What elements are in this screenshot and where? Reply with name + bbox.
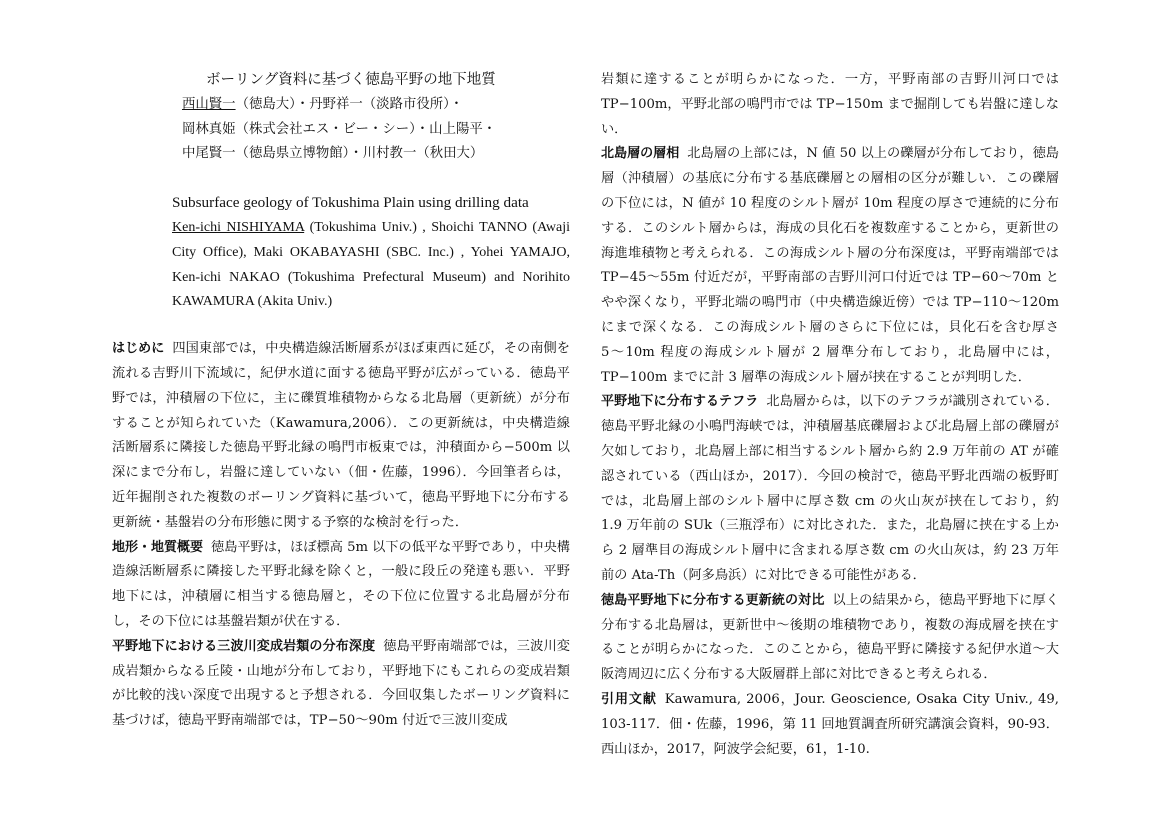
authors-jp-line-1-rest: （徳島大）・丹野祥一（淡路市役所）・ xyxy=(235,96,464,112)
japanese-title: ボーリング資料に基づく徳島平野の地下地質 xyxy=(206,72,496,88)
section-sanbagawa xyxy=(112,635,570,734)
japanese-authors-line-1 xyxy=(112,93,570,118)
english-title: Subsurface geology of Tokushima Plain using drilling data xyxy=(172,194,529,212)
left-body xyxy=(112,337,570,734)
english-header xyxy=(172,191,570,315)
heading-intro: はじめに xyxy=(112,341,165,357)
section-sanbagawa-continued xyxy=(601,68,1059,142)
heading-sanbagawa: 平野地下における三波川変成岩類の分布深度 xyxy=(112,638,376,654)
heading-topography: 地形・地質概要 xyxy=(112,539,204,555)
title-block xyxy=(112,68,570,167)
section-kitajima xyxy=(601,142,1059,390)
section-intro xyxy=(112,337,570,535)
heading-kitajima: 北島層の層相 xyxy=(601,146,680,162)
text-tephra: 北島層からは，以下のテフラが識別されている．徳島平野北縁の小鳴門海峡では，沖積層基底礫層および北島層上部の礫層が欠如しており，北島層上部に相当するシルト層から約 2.9 万年前の AT が確認されている（西山ほか，2017）．今回の検討で，徳島平野北西端の板野町では，北島層上部のシルト層中に厚さ数 cm の火山灰が挟在しており，約 1.9 万年前の SUk（三瓶浮布）に対比された．また，北島層に挟在する上から 2 層準目の海成シルト層中に含まれる厚さ数 cm の火山灰は，約 23 万年前の Ata-Th（阿多鳥浜）に対比できる可能性がある． xyxy=(601,394,1059,583)
text-references: Kawamura, 2006，Jour. Geoscience, Osaka City Univ., 49, 103-117．佃・佐藤，1996，第 11 回地質調査所研究講演会資料，90-93．西山ほか，2017，阿波学会紀要，61，1-10. xyxy=(601,691,1059,757)
left-column xyxy=(112,68,570,734)
right-column xyxy=(601,68,1059,762)
text-sanbagawa-right: 岩類に達することが明らかになった．一方，平野南部の吉野川河口では TP−100m，平野北部の鳴門市では TP−150m まで掘削しても岩盤に達しない． xyxy=(601,72,1059,137)
text-correlation: 以上の結果から，徳島平野地下に厚く分布する北島層は，更新世中〜後期の堆積物であり，複数の海成層を挟在することが明らかになった．このことから，徳島平野に隣接する紀伊水道〜大阪湾周辺に広く分布する大阪層群上部に対比できると考えられる． xyxy=(601,592,1059,683)
text-sanbagawa-left: 徳島平野南端部では，三波川変成岩類からなる丘陵・山地が分布しており，平野地下にもこれらの変成岩類が比較的浅い深度で出現すると予想される．今回収集したボーリング資料に基づけば，徳島平野南端部では，TP−50〜90m 付近で三波川変成 xyxy=(112,638,570,729)
heading-correlation: 徳島平野地下に分布する更新統の対比 xyxy=(601,592,825,608)
section-references xyxy=(601,688,1059,762)
heading-references: 引用文献 xyxy=(601,691,657,707)
japanese-authors-line-3: 中尾賢一（徳島県立博物館）・川村教一（秋田大） xyxy=(182,146,484,162)
japanese-authors-line-2: 岡林真姫（株式会社エス・ビー・シー）・山上陽平・ xyxy=(182,121,497,137)
text-topography: 徳島平野は，ほぼ標高 5m 以下の低平な平野であり，中央構造線活断層系に隣接した平野北縁を除くと，一般に段丘の発達も悪い．平野地下には，沖積層に相当する徳島層と，その下位に位置する北島層が分布し，その下位には基盤岩類が伏在する． xyxy=(112,539,570,629)
text-kitajima: 北島層の上部には，N 値 50 以上の礫層が分布しており，徳島層（沖積層）の基底に分布する基底礫層との層相の区分が難しい．この礫層の下位には，N 値が 10 程度のシルト層が 10m 程度の厚さで連続的に分布する．このシルト層からは，海成の貝化石を複数産することから，更新世の海進堆積物と考えられる．この海成シルト層の分布深度は，平野南端部では TP−45〜55m 付近だが，平野南部の吉野川河口付近では TP−60〜70m とやや深くなり，平野北端の鳴門市（中央構造線近傍）では TP−110〜120m にまで深くなる．この海成シルト層のさらに下位には，貝化石を含む厚さ 5〜10m 程度の海成シルト層が 2 層準分布しており，北島層中には，TP−100m までに計 3 層準の海成シルト層が挟在することが判明した． xyxy=(601,146,1059,385)
presenter-name-jp: 西山賢一 xyxy=(182,96,236,112)
presenter-name-en: Ken-ichi NISHIYAMA xyxy=(172,219,305,235)
section-topography xyxy=(112,536,570,635)
section-correlation xyxy=(601,589,1059,688)
english-authors-rest: (Tokushima Univ.) , Shoichi TANNO (Awaji City Office), Maki OKABAYASHI (SBC. Inc.) , Yohei YAMAJO, Ken-ichi NAKAO (Tokushima Prefectural Museum) and Norihito KAWAMURA (Akita Univ.) xyxy=(172,219,571,310)
heading-tephra: 平野地下に分布するテフラ xyxy=(601,394,759,410)
english-authors xyxy=(172,216,570,315)
section-tephra xyxy=(601,390,1059,588)
text-intro: 四国東部では，中央構造線活断層系がほぼ東西に延び，その南側を流れる吉野川下流域に，紀伊水道に面する徳島平野が広がっている．徳島平野では，沖積層の下位に，主に礫質堆積物からなる北島層（更新統）が分布することが知られていた（Kawamura,2006）．この更新統は，中央構造線活断層系に隣接した徳島平野北縁の鳴門市板東では，沖積面から−500m 以深にまで分布し，岩盤に達していない（佃・佐藤，1996）．今回筆者らは，近年掘削された複数のボーリング資料に基づいて，徳島平野地下に分布する更新統・基盤岩の分布形態に関する予察的な検討を行った． xyxy=(112,341,570,530)
